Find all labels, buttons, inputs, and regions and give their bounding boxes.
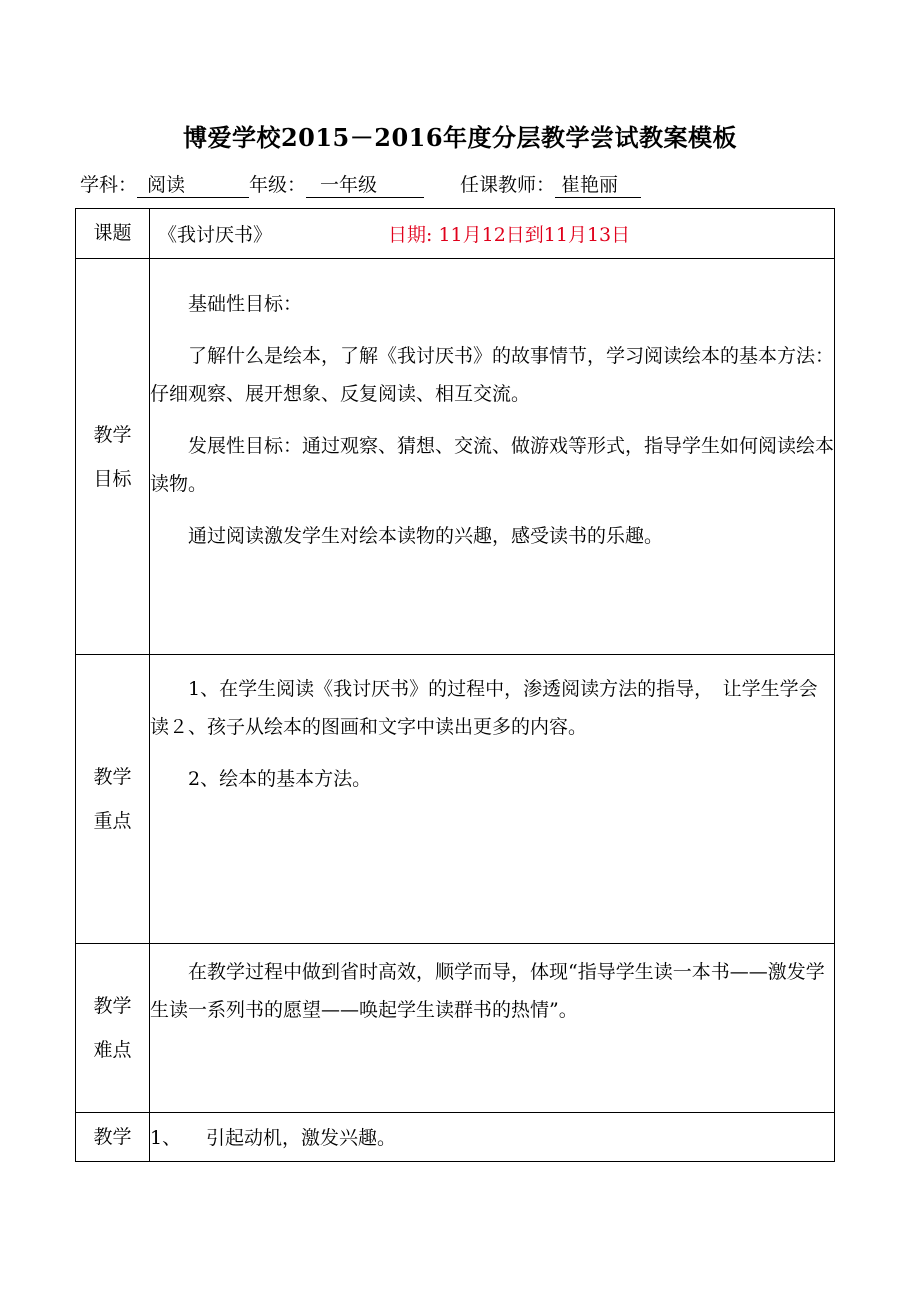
difficulties-label: 教学 难点 [76,944,150,1113]
difficulties-content [150,944,835,1113]
subject-label: 学科： [80,174,138,196]
process-label: 教学 [76,1113,150,1162]
lesson-meta [80,170,641,198]
key-points-content [150,655,835,944]
goals-paragraph: 基础性目标： [188,293,303,315]
goals-paragraph: 了解什么是绘本，了解《我讨厌书》的故事情节，学习阅读绘本的基本方法：仔细观察、展开想象、反复阅读、相互交流。 [150,345,835,405]
goals-paragraph: 发展性目标：通过观察、猜想、交流、做游戏等形式，指导学生如何阅读绘本读物。 [150,435,835,495]
process-content [150,1113,835,1162]
key-points-row [76,655,835,944]
goals-row [76,259,835,655]
goals-content [150,259,835,655]
process-step-number: 1、 [150,1127,182,1149]
goals-paragraph: 通过阅读激发学生对绘本读物的兴趣，感受读书的乐趣。 [188,525,664,547]
grade-value: 一年级 [306,174,424,198]
teacher-value: 崔艳丽 [555,174,641,198]
grade-label: 年级： [249,174,307,196]
key-points-paragraph: 1、在学生阅读《我讨厌书》的过程中，渗透阅读方法的指导， 让学生学会读２、孩子从绘本的图画和文字中读出更多的内容。 [150,678,818,738]
subject-value: 阅读 [137,174,249,198]
lesson-plan-table [75,208,835,1162]
process-row [76,1113,835,1162]
topic-label: 课题 [76,209,150,259]
page-title: 博爱学校2015－2016年度分层教学尝试教案模板 [182,123,738,152]
difficulties-paragraph: 在教学过程中做到省时高效，顺学而导，体现“指导学生读一本书——激发学生读一系列书的愿望——唤起学生读群书的热情”。 [150,961,825,1021]
key-points-paragraph: 2、绘本的基本方法。 [188,768,372,790]
process-step-text: 引起动机，激发兴趣。 [206,1127,397,1149]
goals-label: 教学 目标 [76,259,150,655]
teacher-label: 任课教师： [460,174,556,196]
difficulties-row [76,944,835,1113]
topic-row [76,209,835,259]
key-points-label: 教学 重点 [76,655,150,944]
topic-date: 日期: 11月12日到11月13日 [388,224,631,246]
topic-content [150,209,835,259]
topic-name: 《我讨厌书》 [158,224,273,246]
